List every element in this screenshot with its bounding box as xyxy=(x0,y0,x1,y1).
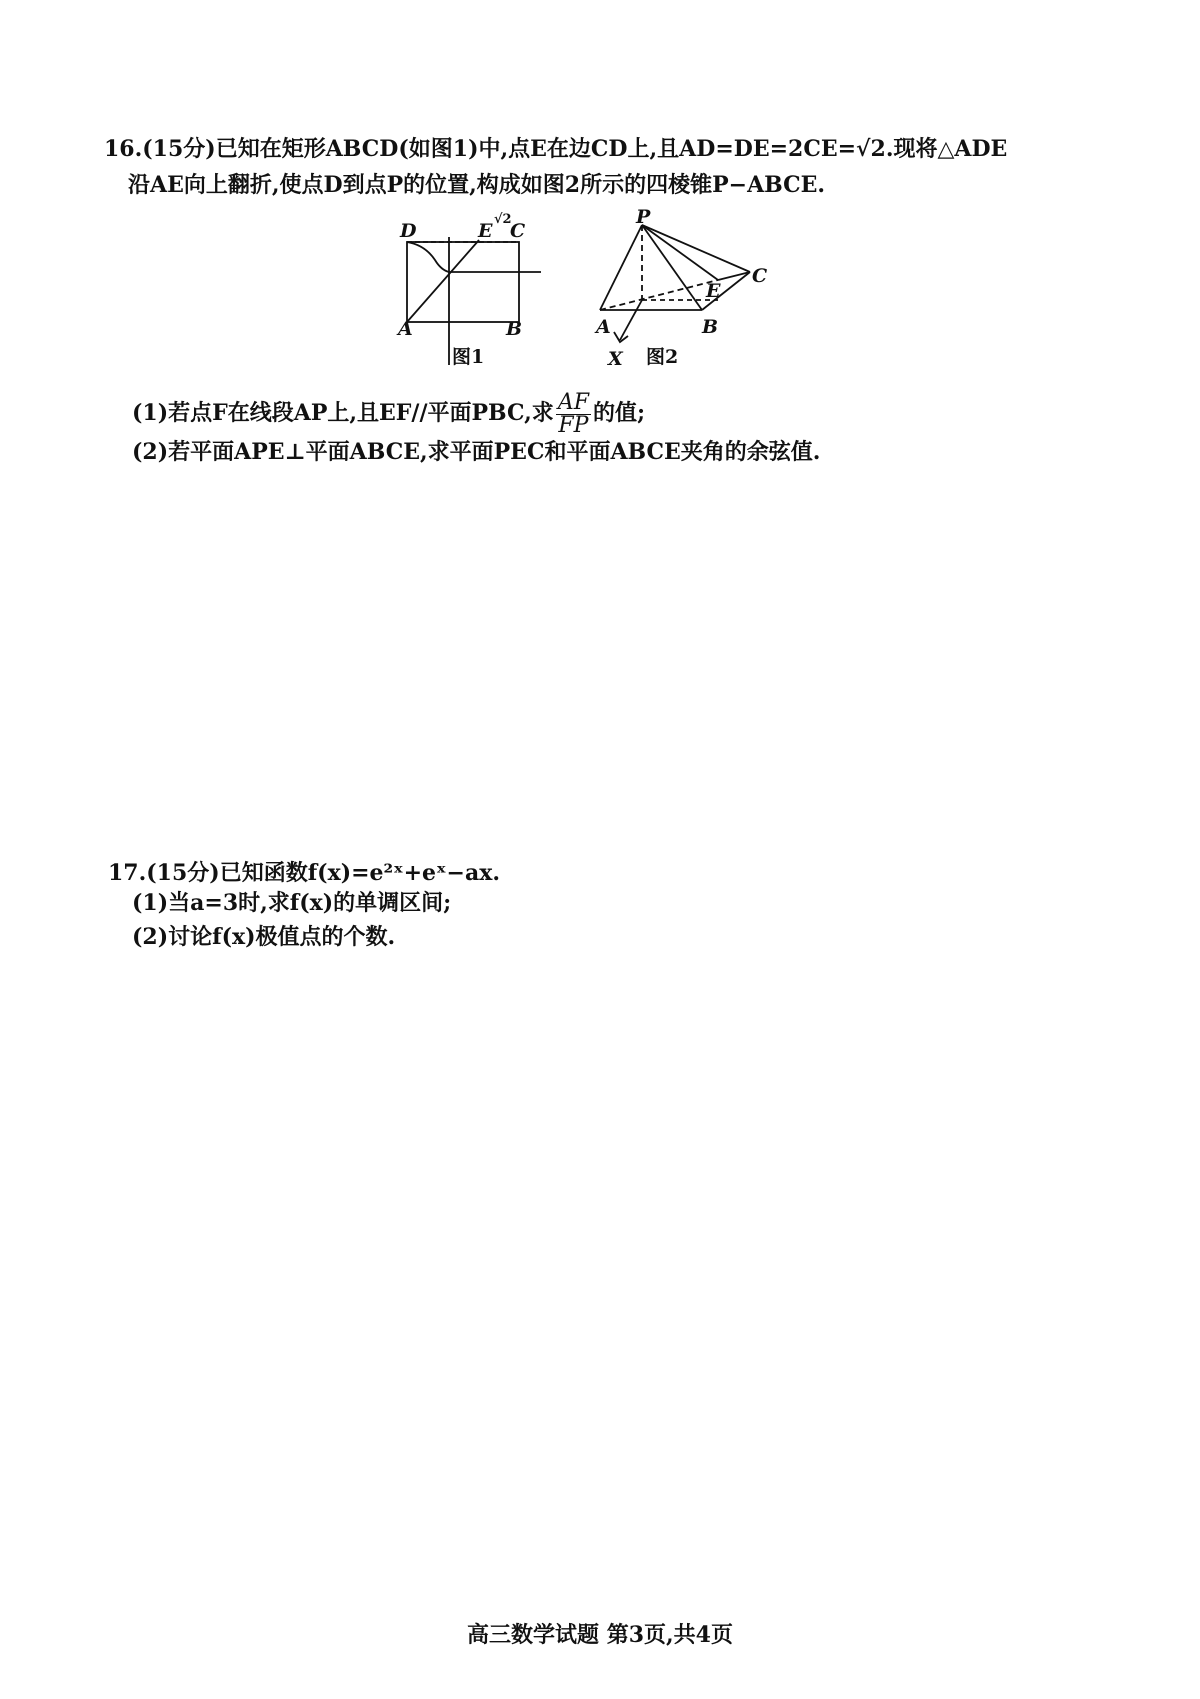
fig1-label-b: B xyxy=(506,318,523,340)
fig2-label-p: P xyxy=(636,206,651,228)
rectangle-abcd xyxy=(407,242,519,322)
q17-part1: (1)当a=3时,求f(x)的单调区间; xyxy=(132,890,452,916)
q16-part2: (2)若平面APE⊥平面ABCE,求平面PEC和平面ABCE夹角的余弦值. xyxy=(132,439,821,465)
fig2-label-e: E xyxy=(706,280,721,302)
page-footer: 高三数学试题 第3页,共4页 xyxy=(467,1622,733,1648)
fig1-label-e: E xyxy=(478,220,493,242)
fig1-caption: 图1 xyxy=(452,346,485,368)
fig2-caption: 图2 xyxy=(646,346,679,368)
q16-stem-line2: 沿AE向上翻折,使点D到点P的位置,构成如图2所示的四棱锥P−ABCE. xyxy=(128,172,826,198)
q16-stem-line1: 16.(15分)已知在矩形ABCD(如图1)中,点E在边CD上,且AD=DE=2CE=√2.现将△ADE xyxy=(104,136,1008,162)
edge-pa xyxy=(600,225,642,310)
fig2-label-b: B xyxy=(702,316,719,338)
fraction-af-fp xyxy=(556,389,591,438)
fraction-denominator: FP xyxy=(558,412,589,438)
fig2-label-c: C xyxy=(752,265,768,287)
figure-1-rectangle xyxy=(395,215,595,375)
fig2-label-x: X xyxy=(608,348,623,370)
edge-ae xyxy=(600,280,721,310)
segment-ae xyxy=(407,240,479,322)
q17-part2: (2)讨论f(x)极值点的个数. xyxy=(132,924,396,950)
q16-part1-prefix: (1)若点F在线段AP上,且EF//平面PBC,求 xyxy=(132,400,554,426)
fig1-label-dim: √2 xyxy=(494,212,512,227)
fold-arc xyxy=(407,242,449,272)
q16-part1-suffix: 的值; xyxy=(592,400,646,426)
fig1-label-c: C xyxy=(510,220,526,242)
fraction-numerator: AF xyxy=(557,389,589,415)
q16-part1 xyxy=(132,390,645,437)
fig1-label-d: D xyxy=(400,220,417,242)
q17-stem: 17.(15分)已知函数f(x)=e²ˣ+eˣ−ax. xyxy=(108,860,500,886)
fig1-label-a: A xyxy=(398,318,413,340)
fig2-label-a: A xyxy=(596,316,611,338)
x-axis-line xyxy=(620,300,642,340)
